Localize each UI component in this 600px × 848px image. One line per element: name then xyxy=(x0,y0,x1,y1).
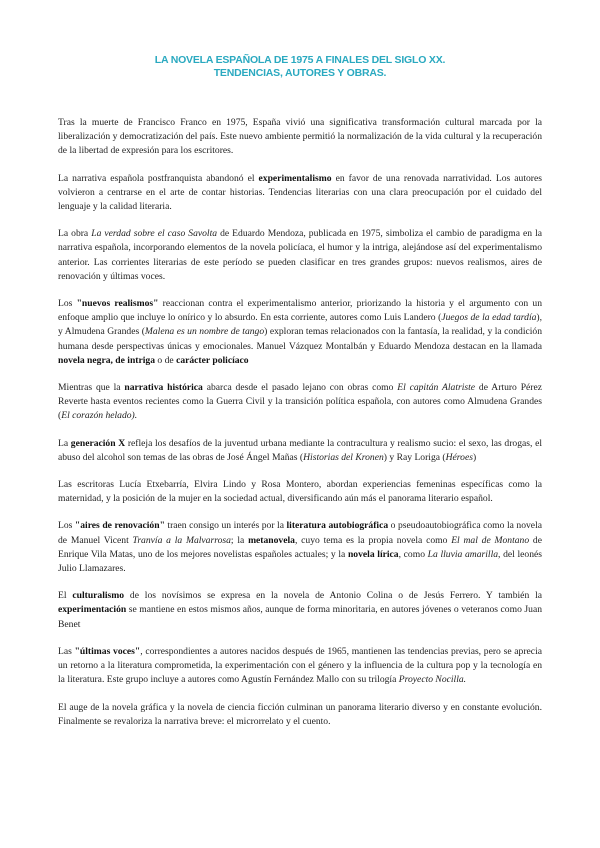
text: se mantiene en estos mismos años, aunque de forma minoritaria, en autores jóvenes o veteranos como Juan Benet xyxy=(58,604,542,630)
text: ) xyxy=(472,451,477,463)
book-title: Juegos de la edad tardía xyxy=(441,312,537,324)
title-line-1: LA NOVELA ESPAÑOLA DE 1975 A FINALES DEL SIGLO XX. xyxy=(154,54,446,66)
paragraph-generacion-x xyxy=(58,437,542,465)
text: Las xyxy=(58,645,75,657)
book-title: Malena es un nombre de tango xyxy=(144,326,265,338)
book-title: Tranvía a la Malvarrosa xyxy=(132,534,231,546)
text: La xyxy=(58,437,71,449)
text: ) y Ray Loriga ( xyxy=(383,451,446,463)
text: o pseudoautobiográfica como la novela de Manuel Vicent xyxy=(58,520,542,546)
text: o de xyxy=(155,354,177,366)
text: reaccionan contra el experimentalismo anterior, priorizando la historia y el argumento con un enfoque amplio que incluye lo onírico y lo absurdo. En esta corriente, autores como Luis Landero ( xyxy=(58,298,542,324)
paragraph-intro: Tras la muerte de Francisco Franco en 1975, España vivió una significativa transformación cultural marcada por la liberalización y democratización del país. Este nuevo ambiente permitió la normalización de la vida cultural y la recuperación de la libertad de expresión para los escritores. xyxy=(58,117,542,157)
document-body xyxy=(58,116,542,742)
paragraph-ultimas-voces xyxy=(58,645,542,688)
text: de Enrique Vila Matas, uno de los mejores novelistas españoles actuales; y la xyxy=(58,534,542,560)
term-ultimas-voces: "últimas voces" xyxy=(74,645,141,657)
paragraph-savolta xyxy=(58,227,542,284)
paragraph-culturalismo xyxy=(58,589,542,632)
text: ), y Almudena Grandes ( xyxy=(58,312,543,338)
book-title: La lluvia amarilla xyxy=(427,548,499,560)
text: de Arturo Pérez Reverte hasta eventos recientes como la Guerra Civil y la transición política española, con autores como Almudena Grandes ( xyxy=(58,382,542,422)
book-title: El capitán Alatriste xyxy=(397,382,476,394)
term-narrativa-historica: narrativa histórica xyxy=(124,382,203,394)
book-title: El corazón helado). xyxy=(61,410,138,422)
text: , como xyxy=(398,548,428,560)
text: refleja los desafíos de la juventud urbana mediante la contracultura y realismo sucio: el sexo, las drogas, el abuso del alcohol son temas de las obras de José Ángel Mañas ( xyxy=(58,437,542,463)
text: El xyxy=(58,590,73,602)
text: Los xyxy=(58,298,77,310)
text: Los xyxy=(58,520,75,532)
term-nuevos-realismos: "nuevos realismos" xyxy=(76,298,159,310)
term-culturalismo: culturalismo xyxy=(72,590,125,602)
term-caracter-policiaco: carácter policíaco xyxy=(176,354,249,366)
term-experimentacion: experimentación xyxy=(58,604,127,616)
text: , cuyo tema es la propia novela como xyxy=(294,534,452,546)
page-title xyxy=(0,54,600,80)
text: ; la xyxy=(230,534,249,546)
title-line-2: TENDENCIAS, AUTORES Y OBRAS. xyxy=(213,67,387,79)
paragraph-narrativity xyxy=(58,172,542,215)
text: traen consigo un interés por la xyxy=(164,520,287,532)
text: de los novísimos se expresa en la novela de Antonio Colina o de Jesús Ferrero. Y también la xyxy=(124,590,542,602)
book-title: La verdad sobre el caso Savolta xyxy=(91,228,218,240)
term-generacion-x: generación X xyxy=(70,437,126,449)
book-title: El mal de Montano xyxy=(451,534,530,546)
text: , del leonés Julio Llamazares. xyxy=(58,548,543,575)
text: Mientras que la xyxy=(58,382,125,394)
text: abarca desde el pasado lejano con obras como xyxy=(202,382,398,394)
text: en favor de una renovada narratividad. Los autores volvieron a centrarse en el arte de contar historias. Tendencias literarias con una clara preocupación por el cuidado del lenguaje y la calidad literaria. xyxy=(58,172,542,213)
paragraph-aires-renovacion xyxy=(58,519,542,576)
term-metanovela: metanovela xyxy=(248,534,295,546)
term-novela-lirica: novela lírica xyxy=(347,548,399,560)
term-novela-negra: novela negra, de intriga xyxy=(58,354,155,366)
book-title: Héroes xyxy=(445,451,473,463)
text: ) exploran temas relacionados con la fantasía, la realidad, y la condición humana desde perspectivas únicas y emocionales. Manuel Vázquez Montalbán y Eduardo Mendoza destacan en la llamada xyxy=(58,326,542,352)
paragraph-conclusion: El auge de la novela gráfica y la novela de ciencia ficción culminan un panorama literario diverso y en constante evolución. Finalmente se revaloriza la narrativa breve: el microrrelato y el cuento. xyxy=(58,701,542,727)
book-title: Proyecto Nocilla. xyxy=(398,674,467,686)
text: , correspondientes a autores nacidos después de 1965, mantienen las tendencias previas, pero se aprecia un retorno a la literatura comprometida, la experimentación con el género y la influencia de la cultura pop y la tecnología en la literatura. Este grupo incluye a autores como Agustín Fernández Mallo con su trilogía xyxy=(58,645,542,686)
text: La narrativa española postfranquista abandonó el xyxy=(58,172,259,184)
book-title: Historias del Kronen xyxy=(303,451,384,463)
text: La obra xyxy=(58,228,92,240)
term-aires-renovacion: "aires de renovación" xyxy=(74,520,165,532)
text: de Eduardo Mendoza, publicada en 1975, simboliza el cambio de paradigma en la narrativa española, incorporando elementos de la novela policíaca, el humor y la intriga, alejándose así del experimentalismo anterior. Las corrientes literarias de este período se pueden clasificar en tres grandes grupos: nuevos realismos, aires de renovación y últimas voces. xyxy=(58,228,542,282)
paragraph-nuevos-realismos xyxy=(58,297,542,368)
term-experimentalismo: experimentalismo xyxy=(258,172,332,184)
term-literatura-autobiografica: literatura autobiográfica xyxy=(286,520,389,532)
paragraph-narrativa-historica xyxy=(58,381,542,424)
paragraph-escritoras: Las escritoras Lucía Etxebarría, Elvira Lindo y Rosa Montero, abordan experiencias femeninas específicas como la maternidad, y la posición de la mujer en la sociedad actual, diversificando aún más el panorama literario español. xyxy=(58,479,542,505)
